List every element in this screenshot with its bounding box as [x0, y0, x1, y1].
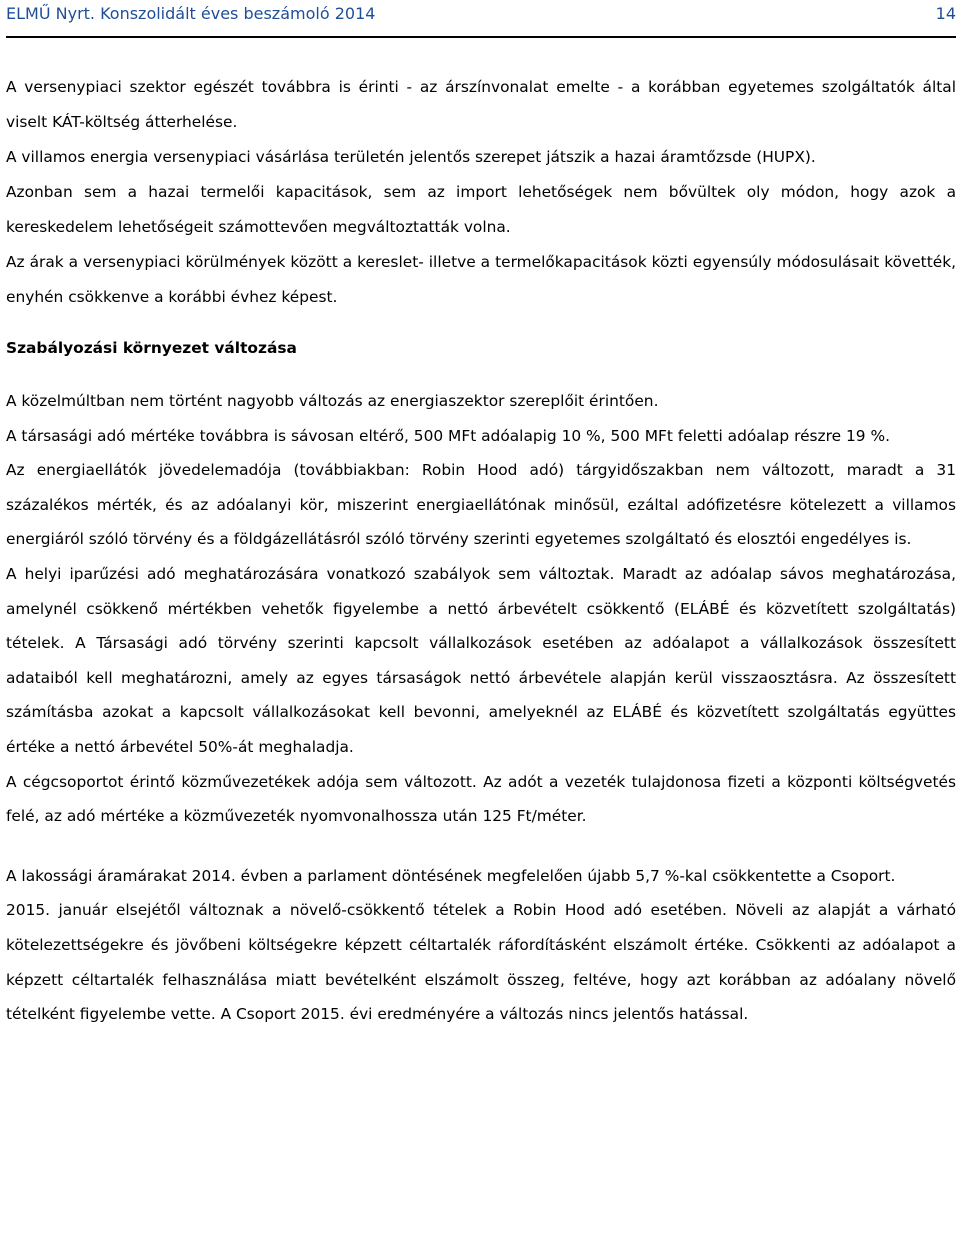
- page-number: 14: [935, 4, 956, 23]
- paragraph-robin-hood-tax: Az energiaellátók jövedelemadója (továbbiakban: Robin Hood adó) tárgyidőszakban nem változott, maradt a 31 százalékos mérték, és az adóalanyi kör, miszerint energiaellátónak minősül, ezáltal adófizetésre kötelezett a villamos energiáról szóló törvény és a földgázellátásról szóló törvény szerinti egyetemes szolgáltató és elosztói engedélyes is.: [6, 461, 956, 549]
- paragraph-kat-cost: A versenypiaci szektor egészét továbbra is érinti - az árszínvonalat emelte - a korábban egyetemes szolgáltatók által viselt KÁT-költség átterhelése.: [6, 78, 956, 131]
- page-header: [6, 0, 956, 38]
- paragraph-hupx: A villamos energia versenypiaci vásárlása területén jelentős szerepet játszik a hazai áramtőzsde (HUPX).: [6, 148, 816, 166]
- paragraph-capacities: Azonban sem a hazai termelői kapacitások, sem az import lehetőségek nem bővültek oly módon, hogy azok a kereskedelem lehetőségeit számottevően megváltoztatták volna.: [6, 183, 956, 236]
- paragraph-2015-changes: 2015. január elsejétől változnak a növelő-csökkentő tételek a Robin Hood adó esetében. Növeli az alapját a várható kötelezettségekre és jövőbeni költségekre képzett céltartalék ráfordításként elszámolt értéke. Csökkenti az adóalapot a képzett céltartalék felhasználása miatt bevételként elszámolt összeg, feltéve, hogy azt korábban az adóalany növelő tételként figyelembe vette. A Csoport 2015. évi eredményére a változás nincs jelentős hatással.: [6, 901, 956, 1024]
- document-body: [6, 70, 956, 1032]
- paragraph-corporate-tax: A társasági adó mértéke továbbra is sávosan eltérő, 500 MFt adóalapig 10 %, 500 MFt feletti adóalap részre 19 %.: [6, 426, 890, 445]
- paragraph-prices: Az árak a versenypiaci körülmények között a kereslet- illetve a termelőkapacitások közti egyensúly módosulásait követték, enyhén csökkenve a korábbi évhez képest.: [6, 253, 956, 306]
- paragraph-residential-prices: A lakossági áramárakat 2014. évben a parlament döntésének megfelelően újabb 5,7 %-kal csökkentette a Csoport.: [6, 866, 896, 885]
- paragraph-local-business-tax: A helyi iparűzési adó meghatározására vonatkozó szabályok sem változtak. Maradt az adóalap sávos meghatározása, amelynél csökkenő mértékben vehetők figyelembe a nettó árbevételt csökkentő (ELÁBÉ és közvetített szolgáltatás) tételek. A Társasági adó törvény szerinti kapcsolt vállalkozások esetében az adóalapot a vállalkozások összesített adataiból kell meghatározni, amely az egyes társaságok nettó árbevétele alapján kerül visszaosztásra. Az összesített számításba azokat a kapcsolt vállalkozásokat kell bevonni, amelyeknél az ELÁBÉ és közvetített szolgáltatás együttes értéke a nettó árbevétel 50%-át meghaladja.: [6, 564, 956, 756]
- paragraph-utility-line-tax: A cégcsoportot érintő közművezetékek adója sem változott. Az adót a vezeték tulajdonosa fizeti a központi költségvetés felé, az adó mértéke a közművezeték nyomvonalhossza után 125 Ft/méter.: [6, 772, 956, 826]
- report-title: ELMŰ Nyrt. Konszolidált éves beszámoló 2014: [6, 4, 376, 23]
- section-heading: Szabályozási környezet változása: [6, 339, 297, 357]
- document-page: [6, 0, 956, 1024]
- paragraph-recent-changes: A közelmúltban nem történt nagyobb változás az energiaszektor szereplőit érintően.: [6, 392, 659, 410]
